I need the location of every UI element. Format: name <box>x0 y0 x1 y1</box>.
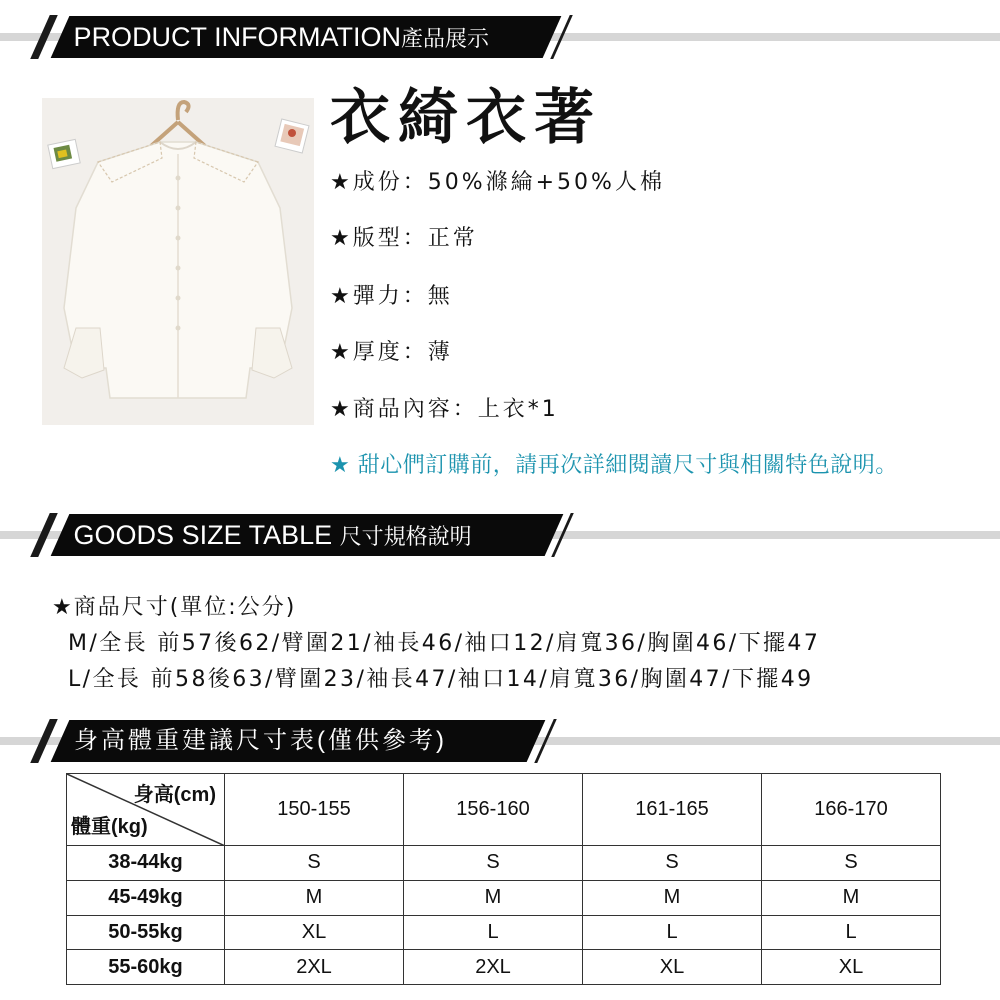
size-cell: S <box>225 846 404 881</box>
product-information-banner <box>0 14 1000 60</box>
size-row-l: L/全長 前58後63/臂圍23/袖長47/袖口14/肩寬36/胸圍47/下擺49 <box>68 667 814 692</box>
info-material: ★成份：50%滌綸+50%人棉 <box>330 170 665 195</box>
product-photo <box>42 98 314 425</box>
weight-cell: 38-44kg <box>67 846 225 881</box>
blouse <box>64 142 292 398</box>
wall-photo-left <box>48 139 80 168</box>
weight-axis-label: 體重(kg) <box>71 816 148 838</box>
height-axis-label: 身高(cm) <box>133 784 216 806</box>
info-thickness: ★厚度：薄 <box>330 340 453 365</box>
size-unit-title: ★商品尺寸(單位:公分) <box>52 595 297 620</box>
size-cell: M <box>762 880 941 915</box>
banner3-title: 身高體重建議尺寸表(僅供參考) <box>74 727 447 754</box>
table-row <box>67 846 941 881</box>
banner-title-en: PRODUCT INFORMATION <box>73 22 402 52</box>
column-header: 150-155 <box>225 774 404 846</box>
size-cell: 2XL <box>404 950 583 985</box>
size-cell: L <box>404 915 583 950</box>
size-row-m: M/全長 前57後62/臂圍21/袖長46/袖口12/肩寬36/胸圍46/下擺47 <box>68 631 821 656</box>
table-corner-cell <box>67 774 225 846</box>
size-cell: S <box>762 846 941 881</box>
table-row <box>67 950 941 985</box>
info-fit: ★版型：正常 <box>330 226 478 251</box>
column-header: 161-165 <box>583 774 762 846</box>
size-cell: XL <box>225 915 404 950</box>
info-elasticity: ★彈力：無 <box>330 284 453 309</box>
column-header: 166-170 <box>762 774 941 846</box>
size-cell: M <box>404 880 583 915</box>
wall-photo-right <box>275 119 309 153</box>
size-cell: M <box>583 880 762 915</box>
weight-cell: 45-49kg <box>67 880 225 915</box>
table-row <box>67 915 941 950</box>
table-row <box>67 880 941 915</box>
size-cell: S <box>583 846 762 881</box>
order-notice: ★ 甜心們訂購前，請再次詳細閱讀尺寸與相關特色說明。 <box>330 453 898 478</box>
weight-cell: 55-60kg <box>67 950 225 985</box>
banner2-title-en: GOODS SIZE TABLE <box>73 520 333 550</box>
size-cell: L <box>762 915 941 950</box>
size-recommendation-table <box>66 773 941 985</box>
brand-name: 衣綺衣著 <box>330 83 602 153</box>
weight-cell: 50-55kg <box>67 915 225 950</box>
size-cell: S <box>404 846 583 881</box>
info-contents: ★商品內容：上衣*1 <box>330 397 559 422</box>
size-cell: M <box>225 880 404 915</box>
size-cell: L <box>583 915 762 950</box>
column-header: 156-160 <box>404 774 583 846</box>
banner2-title-zh: 尺寸規格說明 <box>339 524 472 549</box>
size-cell: XL <box>583 950 762 985</box>
recommend-size-banner <box>0 718 1000 764</box>
banner-title-zh: 產品展示 <box>401 26 490 51</box>
size-cell: XL <box>762 950 941 985</box>
size-cell: 2XL <box>225 950 404 985</box>
goods-size-table-banner <box>0 512 1000 558</box>
table-header-row <box>67 774 941 846</box>
